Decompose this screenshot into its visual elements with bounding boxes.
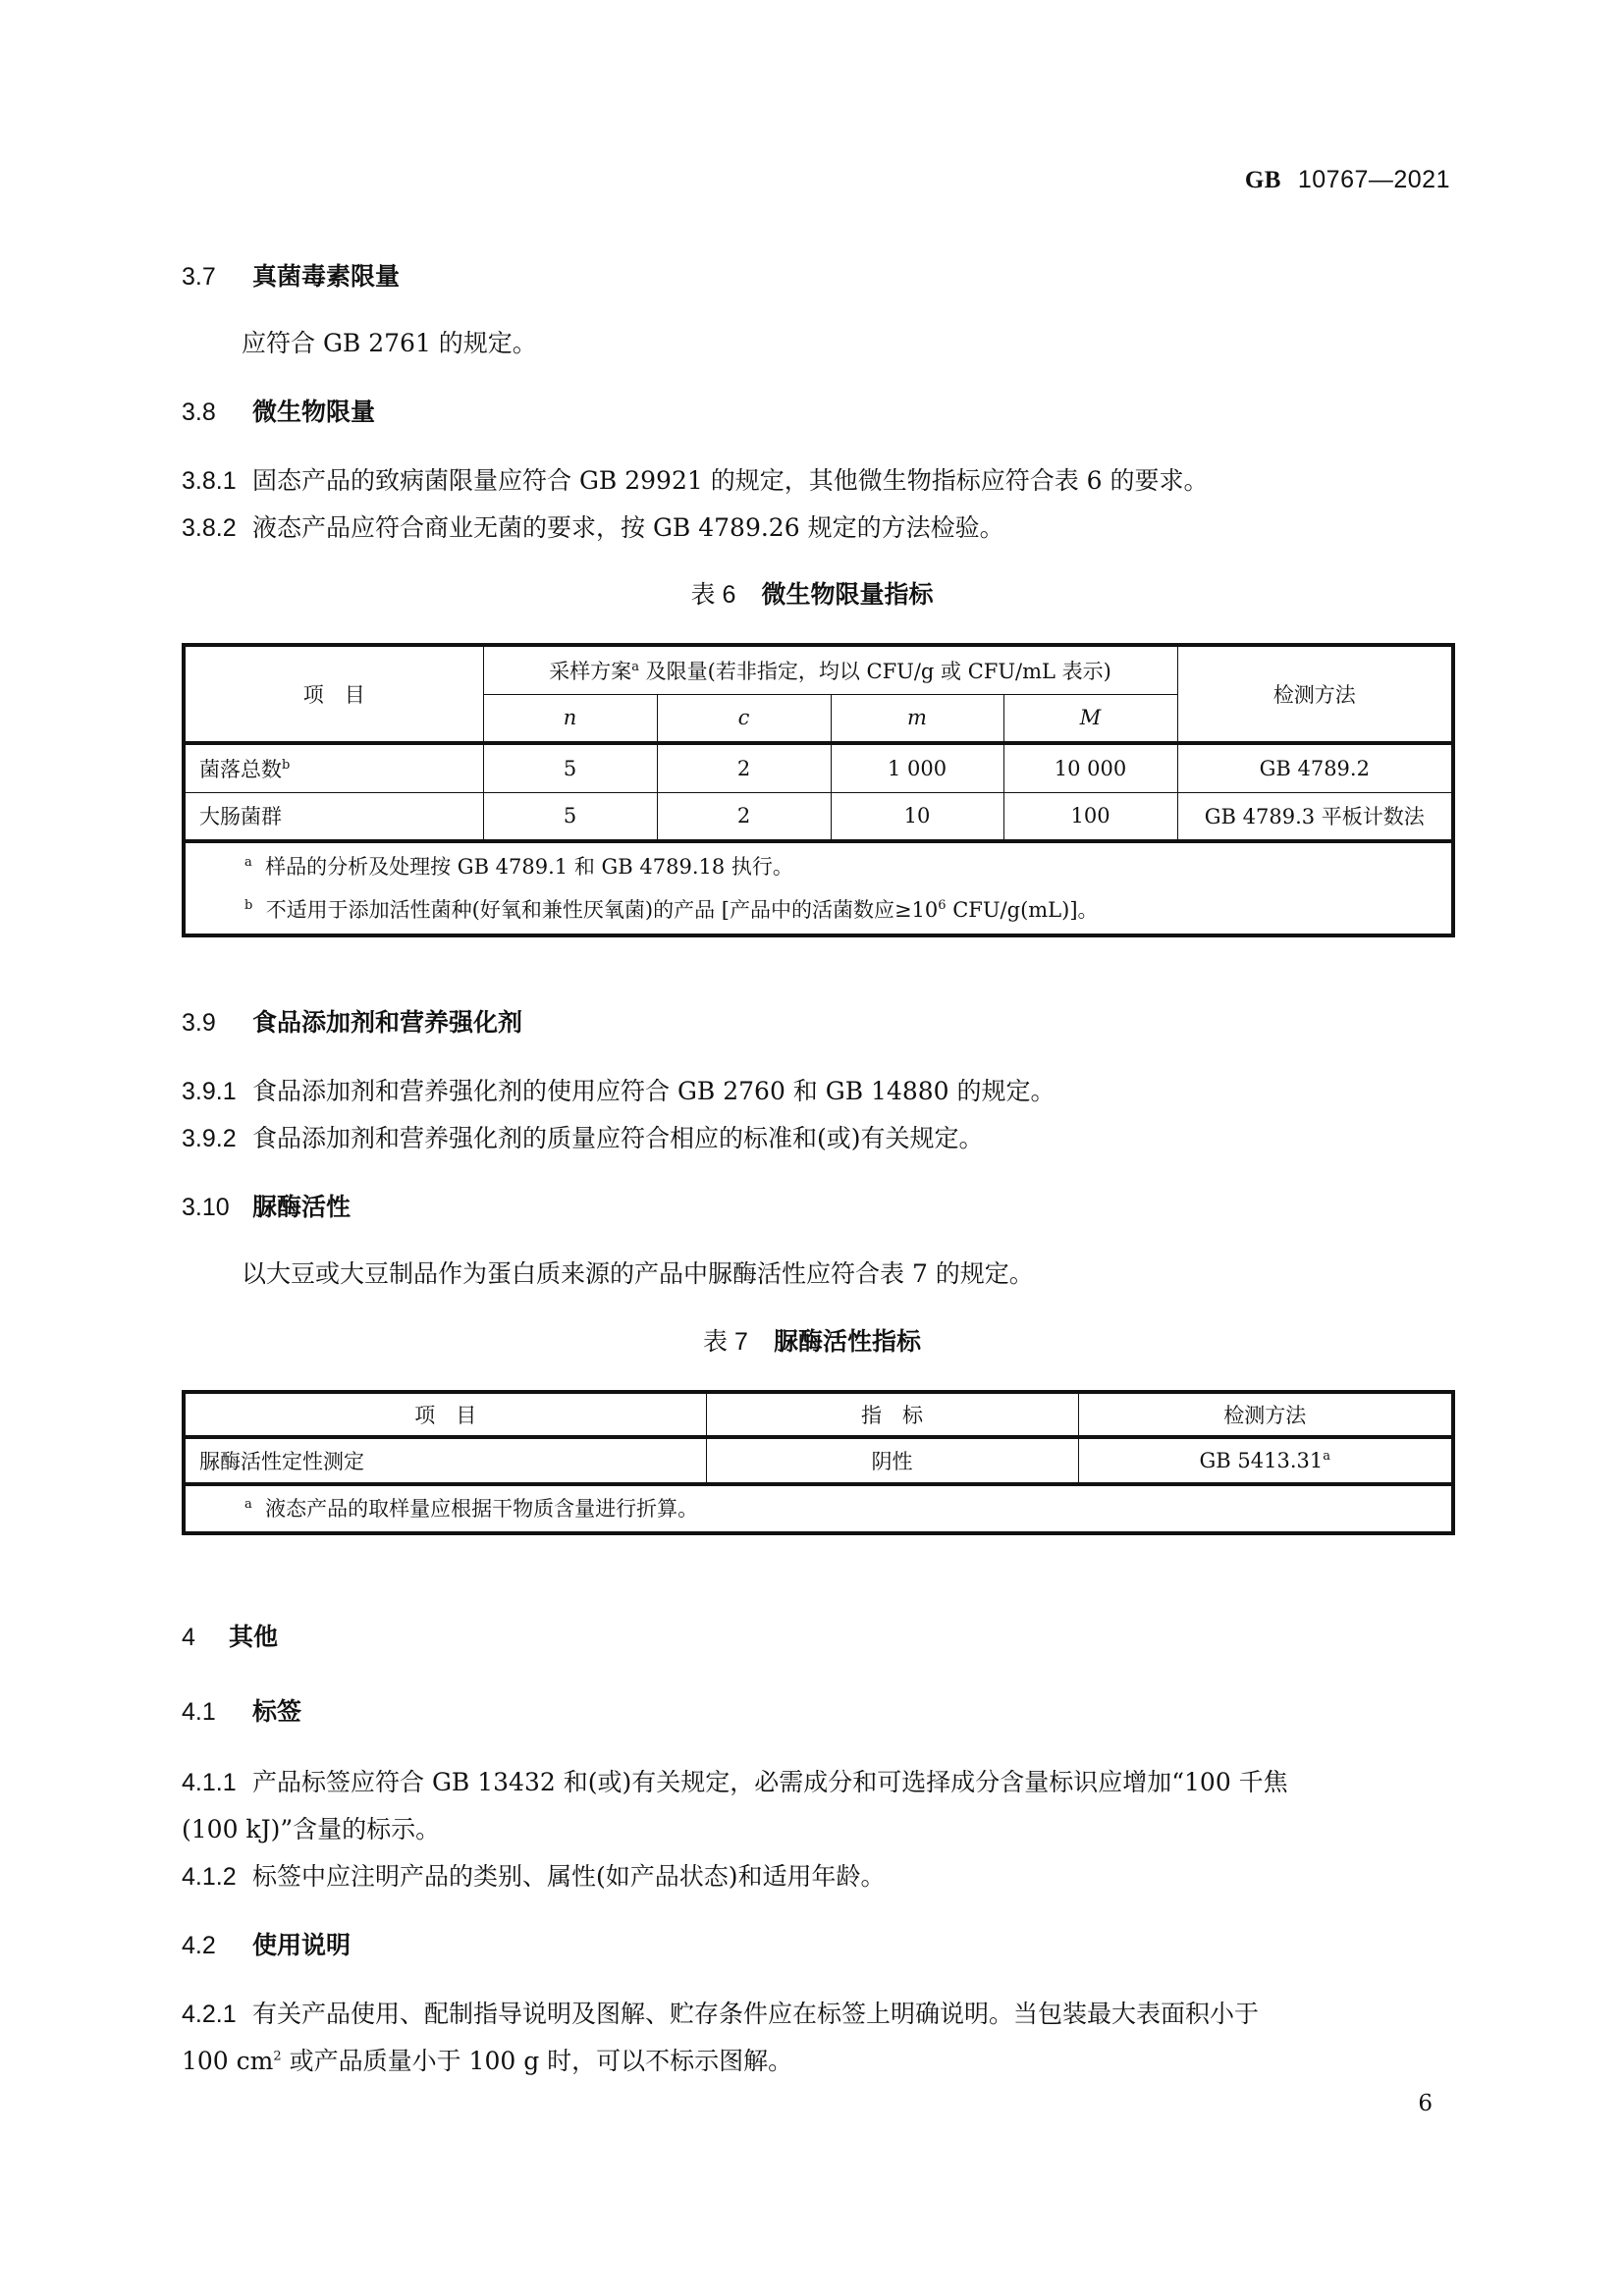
section-title: 其他 xyxy=(229,1623,279,1651)
table-header-row xyxy=(184,645,1453,694)
cell-M: 100 xyxy=(1003,792,1177,841)
exponent: 6 xyxy=(938,898,947,913)
table-7 xyxy=(182,1390,1455,1535)
table-note-a xyxy=(244,1487,1451,1530)
page-number: 6 xyxy=(1418,2091,1433,2116)
header-item: 项 目 xyxy=(184,645,483,743)
cell-c: 2 xyxy=(657,792,831,841)
header-M: M xyxy=(1003,694,1177,743)
table-6 xyxy=(182,643,1455,937)
section-title: 真菌毒素限量 xyxy=(252,262,401,291)
section-title: 使用说明 xyxy=(252,1931,352,1959)
clause-text: 液态产品应符合商业无菌的要求，按 GB 4789.26 规定的方法检验。 xyxy=(252,513,1004,542)
clause-3-8-2 xyxy=(182,508,1004,544)
cell-M: 10 000 xyxy=(1003,743,1177,792)
table-7-caption xyxy=(0,1322,1624,1358)
cell-indicator: 阴性 xyxy=(706,1437,1078,1484)
section-title: 微生物限量 xyxy=(252,398,376,426)
section-title: 标签 xyxy=(252,1697,302,1726)
cell-c: 2 xyxy=(657,743,831,792)
clause-number: 3.8.2 xyxy=(182,514,237,542)
cell-item xyxy=(184,743,483,792)
section-4-heading xyxy=(182,1618,278,1653)
section-number: 3.10 xyxy=(182,1194,230,1221)
note-text: 样品的分析及处理按 GB 4789.1 和 GB 4789.18 执行。 xyxy=(265,855,793,879)
cell-m: 1 000 xyxy=(831,743,1003,792)
sampling-label: 采样方案 xyxy=(549,659,632,683)
clause-number: 3.9.1 xyxy=(182,1078,237,1105)
clause-text: 食品添加剂和营养强化剂的使用应符合 GB 2760 和 GB 14880 的规定。 xyxy=(252,1077,1056,1105)
section-3-8-heading xyxy=(182,393,375,428)
footnote-mark: b xyxy=(282,757,291,773)
item-label: 菌落总数 xyxy=(199,757,282,781)
section-3-7-body: 应符合 GB 2761 的规定。 xyxy=(242,329,537,357)
clause-text: 标签中应注明产品的类别、属性(如产品状态)和适用年龄。 xyxy=(252,1862,886,1891)
clause-3-8-1 xyxy=(182,461,1209,497)
section-3-10-heading xyxy=(182,1188,351,1223)
table-notes xyxy=(184,1484,1453,1533)
section-title: 食品添加剂和营养强化剂 xyxy=(252,1008,523,1037)
note-text: 液态产品的取样量应根据干物质含量进行折算。 xyxy=(265,1497,699,1521)
clause-4-1-1-continued: (100 kJ)”含量的标示。 xyxy=(182,1815,441,1843)
header-method: 检测方法 xyxy=(1078,1392,1453,1437)
cell-method: GB 4789.3 平板计数法 xyxy=(1177,792,1453,841)
method-label: GB 5413.31 xyxy=(1199,1449,1324,1472)
table-note-a xyxy=(244,845,1451,888)
cell-n: 5 xyxy=(483,743,657,792)
header-sampling-plan xyxy=(483,645,1177,694)
note-text-rest: CFU/g(mL)]。 xyxy=(946,898,1099,922)
clause-number: 3.9.2 xyxy=(182,1125,237,1152)
clause-text: 产品标签应符合 GB 13432 和(或)有关规定，必需成分和可选择成分含量标识应增加“100 千焦 xyxy=(252,1768,1288,1796)
clause-3-9-1 xyxy=(182,1072,1056,1107)
header-item: 项 目 xyxy=(184,1392,706,1437)
section-4-1-heading xyxy=(182,1692,301,1728)
sampling-label-rest: 及限量(若非指定，均以 CFU/g 或 CFU/mL 表示) xyxy=(638,659,1111,683)
clause-text: 食品添加剂和营养强化剂的质量应符合相应的标准和(或)有关规定。 xyxy=(252,1124,984,1152)
table-number: 表 6 xyxy=(690,581,736,609)
clause-text: 100 cm xyxy=(182,2047,274,2075)
header-indicator: 指 标 xyxy=(706,1392,1078,1437)
section-3-7-heading xyxy=(182,257,400,293)
section-number: 4 xyxy=(182,1624,195,1651)
header-m: m xyxy=(831,694,1003,743)
cell-n: 5 xyxy=(483,792,657,841)
standard-code-number: 10767—2021 xyxy=(1297,166,1450,193)
clause-text: 固态产品的致病菌限量应符合 GB 29921 的规定，其他微生物指标应符合表 6 的要求。 xyxy=(252,466,1209,495)
clause-number: 4.1.1 xyxy=(182,1769,237,1796)
table-6-caption xyxy=(0,575,1624,611)
clause-3-9-2 xyxy=(182,1119,984,1154)
section-3-10-body: 以大豆或大豆制品作为蛋白质来源的产品中脲酶活性应符合表 7 的规定。 xyxy=(242,1259,1034,1288)
clause-number: 3.8.1 xyxy=(182,467,237,495)
cell-item: 脲酶活性定性测定 xyxy=(184,1437,706,1484)
footnote-mark: a xyxy=(244,855,252,870)
clause-number: 4.2.1 xyxy=(182,2001,237,2028)
table-notes xyxy=(184,841,1453,935)
header-method: 检测方法 xyxy=(1177,645,1453,743)
table-note-b xyxy=(244,888,1451,932)
footnote-mark: a xyxy=(1323,1449,1330,1464)
section-number: 3.9 xyxy=(182,1009,216,1037)
cell-m: 10 xyxy=(831,792,1003,841)
cell-item: 大肠菌群 xyxy=(184,792,483,841)
exponent: 2 xyxy=(273,2049,282,2064)
section-4-2-heading xyxy=(182,1926,351,1961)
cell-method xyxy=(1078,1437,1453,1484)
table-row xyxy=(184,1437,1453,1484)
section-number: 4.2 xyxy=(182,1932,216,1959)
footnote-mark: a xyxy=(631,659,639,674)
clause-4-1-2 xyxy=(182,1857,886,1893)
table-row xyxy=(184,743,1453,792)
table-title: 微生物限量指标 xyxy=(761,580,934,609)
clause-number: 4.1.2 xyxy=(182,1863,237,1891)
footnote-mark: b xyxy=(244,898,253,913)
table-header-row xyxy=(184,1392,1453,1437)
clause-text: 有关产品使用、配制指导说明及图解、贮存条件应在标签上明确说明。当包装最大表面积小于 xyxy=(252,2000,1260,2028)
standard-code xyxy=(1245,165,1450,194)
clause-4-1-1 xyxy=(182,1763,1288,1798)
clause-4-2-1-continued xyxy=(182,2042,792,2077)
section-number: 4.1 xyxy=(182,1698,216,1726)
table-notes-row xyxy=(184,1484,1453,1533)
clause-text-rest: 或产品质量小于 100 g 时，可以不标示图解。 xyxy=(281,2047,793,2075)
table-row xyxy=(184,792,1453,841)
cell-method: GB 4789.2 xyxy=(1177,743,1453,792)
header-c: c xyxy=(657,694,831,743)
note-text: 不适用于添加活性菌种(好氧和兼性厌氧菌)的产品 [产品中的活菌数应≥10 xyxy=(265,898,939,922)
footnote-mark: a xyxy=(244,1497,252,1512)
clause-4-2-1 xyxy=(182,1995,1259,2030)
header-n: n xyxy=(483,694,657,743)
table-notes-row xyxy=(184,841,1453,935)
section-number: 3.7 xyxy=(182,263,216,291)
section-number: 3.8 xyxy=(182,399,216,426)
section-title: 脲酶活性 xyxy=(252,1193,352,1221)
standard-code-prefix: GB xyxy=(1244,167,1281,193)
section-3-9-heading xyxy=(182,1003,522,1039)
table-title: 脲酶活性指标 xyxy=(773,1327,921,1356)
table-number: 表 7 xyxy=(703,1328,748,1356)
